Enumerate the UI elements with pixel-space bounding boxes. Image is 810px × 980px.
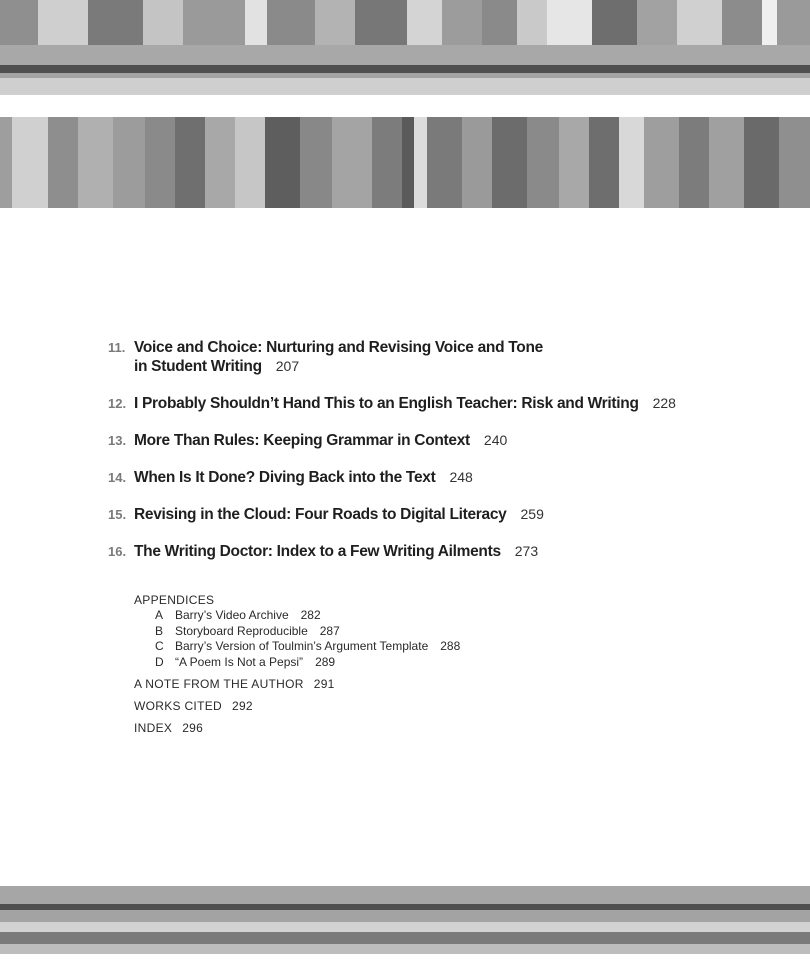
- appendix-item-c: C Barry’s Version of Toulmin’s Argument Template 288: [155, 639, 461, 653]
- toc-entry-16: [108, 542, 788, 561]
- note-from-author-entry: A NOTE FROM THE AUTHOR 291: [134, 677, 335, 691]
- appendix-item-b: B Storyboard Reproducible 287: [155, 623, 340, 638]
- works-cited-entry: WORKS CITED 292: [134, 699, 253, 713]
- chapter-number: 14.: [108, 470, 127, 485]
- toc-entry-13: [108, 431, 788, 450]
- index-entry: INDEX 296: [134, 721, 204, 735]
- middle-stripes: [0, 117, 810, 208]
- chapter-number: 15.: [108, 507, 127, 522]
- table-of-contents: [108, 338, 788, 561]
- bottom-rule-3: [0, 910, 810, 922]
- top-stripes: [0, 0, 810, 45]
- chapter-number: 12.: [108, 396, 127, 411]
- chapter-title: I Probably Shouldn’t Hand This to an English Teacher: Risk and Writing 228: [134, 395, 676, 412]
- top-rule-2: [0, 65, 810, 73]
- bottom-rule-1: [0, 886, 810, 904]
- chapter-page: 207: [275, 358, 300, 374]
- toc-entry-12: [108, 394, 788, 413]
- chapter-page: 240: [483, 432, 508, 448]
- back-matter: [134, 592, 460, 736]
- chapter-page: 228: [652, 395, 676, 411]
- chapter-title: When Is It Done? Diving Back into the Text 248: [134, 469, 473, 486]
- bottom-rule-4: [0, 922, 810, 932]
- top-rule-1: [0, 45, 810, 65]
- chapter-title: The Writing Doctor: Index to a Few Writing Ailments 273: [134, 543, 539, 560]
- chapter-title: More Than Rules: Keeping Grammar in Context 240: [134, 432, 508, 449]
- chapter-title: Revising in the Cloud: Four Roads to Digital Literacy 259: [134, 506, 544, 523]
- toc-entry-15: [108, 505, 788, 524]
- appendices-heading: APPENDICES: [134, 593, 215, 607]
- chapter-page: 259: [520, 506, 544, 522]
- bottom-rule-6: [0, 944, 810, 954]
- chapter-number: 16.: [108, 544, 127, 559]
- middle-stripe-band: [0, 117, 810, 208]
- top-rule-4: [0, 78, 810, 95]
- chapter-page: 273: [514, 543, 539, 559]
- chapter-title: Voice and Choice: Nurturing and Revising Voice and Tone in Student Writing 207: [134, 339, 543, 375]
- chapter-number: 11.: [108, 340, 126, 355]
- toc-entry-14: [108, 468, 788, 487]
- bottom-rule-5: [0, 932, 810, 944]
- top-stripe-band: [0, 0, 810, 45]
- appendix-item-d: D “A Poem Is Not a Pepsi” 289: [155, 654, 336, 669]
- chapter-page: 248: [449, 469, 473, 485]
- toc-entry-11: [108, 338, 788, 376]
- chapter-number: 13.: [108, 433, 127, 448]
- appendix-item-a: A Barry’s Video Archive 282: [155, 608, 321, 622]
